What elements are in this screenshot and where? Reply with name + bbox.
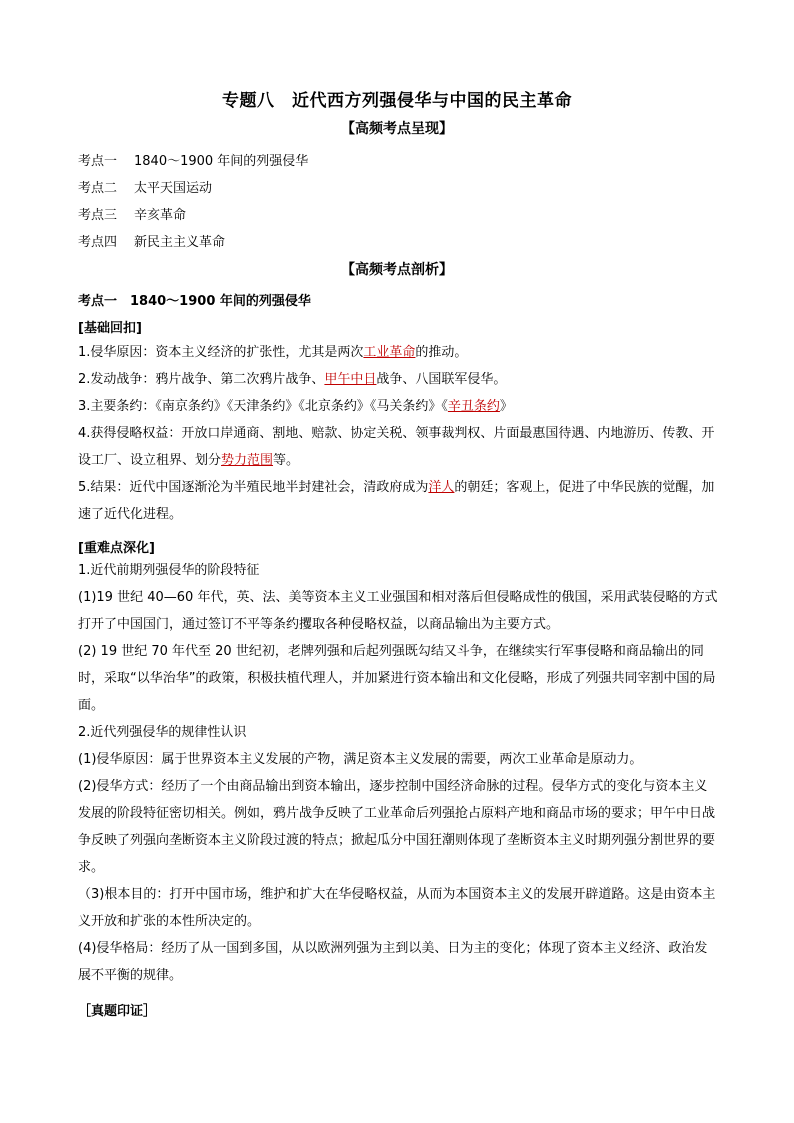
basic-text: 的推动。 <box>415 345 468 360</box>
deep-paragraph: (4)侵华格局：经历了从一国到多国，从以欧洲列强为主到以美、日为主的变化；体现了资本主义经济、政治发展不平衡的规律。 <box>78 941 708 983</box>
deep-paragraph: (1)侵华原因：属于世界资本主义发展的产物，满足资本主义发展的需要，两次工业革命是原动力。 <box>78 752 643 767</box>
basic-item-4 <box>78 420 718 474</box>
topic-number: 考点二 <box>78 181 118 196</box>
key-term: 工业革命 <box>363 345 416 360</box>
section-heading-analysis: 【高频考点剖析】 <box>341 262 453 278</box>
basic-item-3 <box>78 393 718 420</box>
basic-item-1 <box>78 339 718 366</box>
topic-number: 考点三 <box>78 208 118 223</box>
topic-number: 考点四 <box>78 235 118 250</box>
topic-item <box>78 231 225 250</box>
topic-item <box>78 204 186 223</box>
basic-text: 战争、八国联军侵华。 <box>376 372 507 387</box>
basic-text: 2.发动战争：鸦片战争、第二次鸦片战争、 <box>78 372 325 387</box>
key-point-heading: 考点一 1840～1900 年间的列强侵华 <box>78 294 311 309</box>
topic-text: 太平天国运动 <box>134 181 213 196</box>
key-term: 辛丑条约 <box>447 399 500 414</box>
basic-text: 》 <box>499 399 513 414</box>
basic-review-heading: [基础回扣] <box>78 321 142 336</box>
deep-paragraph: (1)19 世纪 40—60 年代，英、法、美等资本主义工业强国和相对落后但侵略成性的俄国，采用武装侵略的方式打开了中国国门，通过签订不平等条约攫取各种侵略权益，以商品输出为主要方式。 <box>78 590 718 632</box>
topic-text: 1840～1900 年间的列强侵华 <box>134 154 309 169</box>
section-heading-presentation: 【高频考点呈现】 <box>341 121 453 137</box>
deep-subheading-1: 1.近代前期列强侵华的阶段特征 <box>78 563 260 578</box>
basic-text: 等。 <box>273 453 300 468</box>
basic-text: 的朝廷；客观上，促进了中华民族的觉醒，加速了近代化进程。 <box>78 480 715 522</box>
deepening-heading: [重难点深化] <box>78 541 155 556</box>
key-term: 洋人 <box>428 480 455 495</box>
topic-text: 新民主主义革命 <box>134 235 226 250</box>
basic-item-5 <box>78 474 718 528</box>
deep-paragraph: （3)根本目的：打开中国市场，维护和扩大在华侵略权益，从而为本国资本主义的发展开辟道路。这是由资本主义开放和扩张的本性所决定的。 <box>78 887 716 929</box>
basic-item-2 <box>78 366 718 393</box>
deep-paragraph: (2) 19 世纪 70 年代至 20 世纪初，老牌列强和后起列强既勾结又斗争，在继续实行军事侵略和商品输出的同时，采取“以华治华”的政策，积极扶植代理人，并加紧进行资本输出和文化侵略，形成了列强共同宰割中国的局面。 <box>78 644 716 713</box>
deep-subheading-2: 2.近代列强侵华的规律性认识 <box>78 725 247 740</box>
basic-text: 5.结果：近代中国逐渐沦为半殖民地半封建社会，清政府成为 <box>78 480 429 495</box>
topic-item <box>78 150 308 169</box>
exam-verification-heading: ［真题印证］ <box>78 1004 157 1019</box>
basic-text: 3.主要条约：《南京条约》《天津条约》《北京条约》《马关条约》《 <box>78 399 448 414</box>
basic-text: 4.获得侵略权益：开放口岸通商、割地、赔款、协定关税、领事裁判权、片面最惠国待遇、内地游历、传教、开设工厂、设立租界、划分 <box>78 426 715 468</box>
key-term: 甲午中日 <box>324 372 377 387</box>
topic-number: 考点一 <box>78 154 118 169</box>
deep-paragraph: (2)侵华方式：经历了一个由商品输出到资本输出，逐步控制中国经济命脉的过程。侵华方式的变化与资本主义发展的阶段特征密切相关。例如，鸦片战争反映了工业革命后列强抢占原料产地和商品市场的要求；甲午中日战争反映了列强向垄断资本主义阶段过渡的特点；掀起瓜分中国狂潮则体现了垄断资本主义时期列强分割世界的要求。 <box>78 779 716 875</box>
basic-text: 1.侵华原因：资本主义经济的扩张性，尤其是两次 <box>78 345 364 360</box>
topic-item <box>78 177 212 196</box>
page-title: 专题八 近代西方列强侵华与中国的民主革命 <box>222 91 572 111</box>
key-term: 势力范围 <box>221 453 274 468</box>
topic-text: 辛亥革命 <box>134 208 187 223</box>
